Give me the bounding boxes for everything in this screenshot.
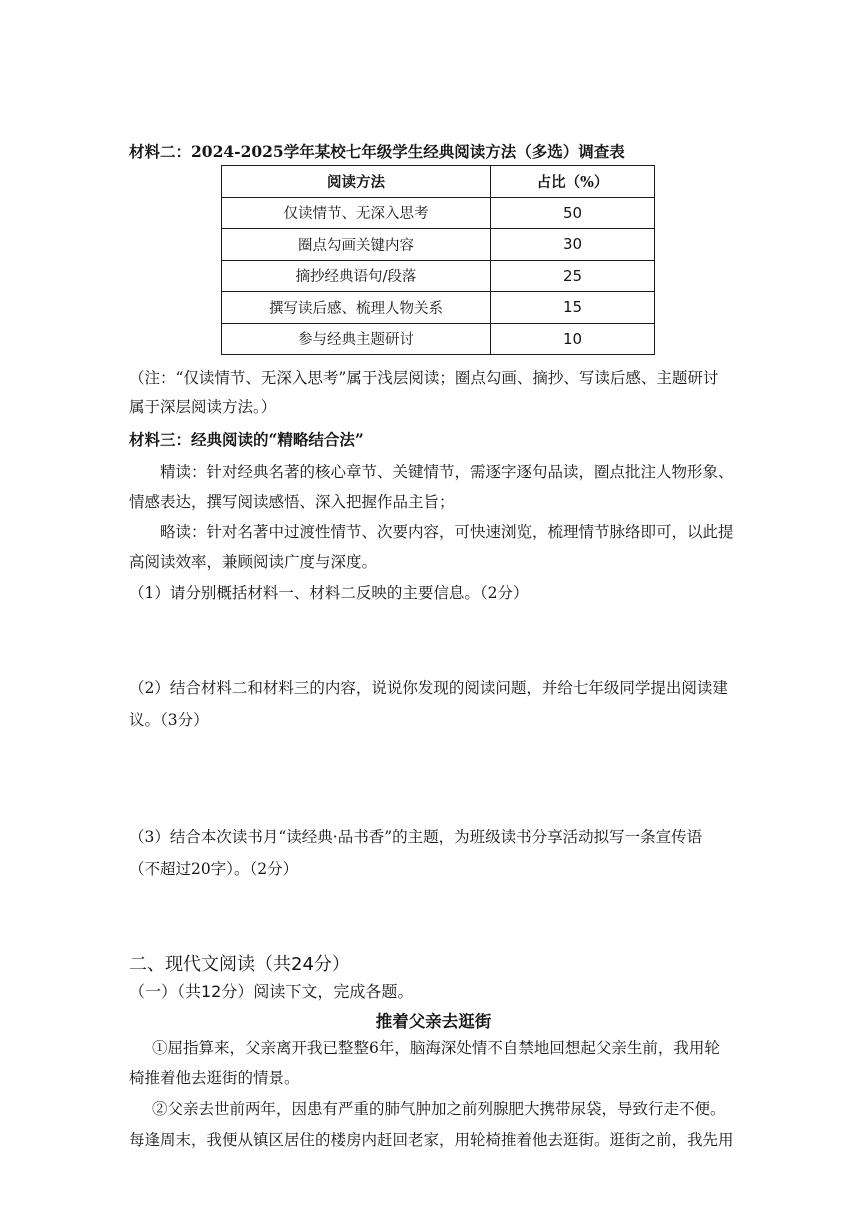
table-note-line1: （注：“仅读情节、无深入思考”属于浅层阅读；圈点勾画、摘抄、写读后感、主题研讨 [129,369,719,387]
section-title: 二、现代文阅读（共24分） [129,954,350,975]
article-p2-line2: 每逢周末，我便从镇区居住的楼房内赶回老家，用轮椅推着他去逛街。逛街之前，我先用 [129,1131,734,1149]
article-p2-line1: ②父亲去世前两年，因患有严重的肺气肿加之前列腺肥大携带尿袋，导致行走不便。 [152,1100,726,1118]
table-row [222,260,655,292]
column-header-percent: 占比（%） [491,166,655,198]
question-2-line1: （2）结合材料二和材料三的内容，说说你发现的阅读问题，并给七年级同学提出阅读建 [129,679,728,697]
method-cell: 参与经典主题研讨 [222,323,491,355]
material2-title: 材料二：2024-2025学年某校七年级学生经典阅读方法（多选）调查表 [129,142,625,161]
article-p1-line1: ①屈指算来，父亲离开我已整整6年，脑海深处情不自禁地回想起父亲生前，我用轮 [152,1039,720,1057]
section-subtitle: （一）（共12分）阅读下文，完成各题。 [129,982,414,1001]
percent-cell: 50 [491,197,655,229]
table-row [222,292,655,324]
column-header-method: 阅读方法 [222,166,491,198]
material3-para2-line2: 高阅读效率，兼顾阅读广度与深度。 [129,553,378,571]
material3-para1-line2: 情感表达，撰写阅读感悟、深入把握作品主旨； [129,493,455,511]
question-3-line1: （3）结合本次读书月“读经典·品书香”的主题，为班级读书分享活动拟写一条宣传语 [129,828,703,846]
method-cell: 圈点勾画关键内容 [222,229,491,261]
question-1: （1）请分别概括材料一、材料二反映的主要信息。（2分） [129,584,529,602]
question-2-line2: 议。（3分） [129,711,209,729]
percent-cell: 15 [491,292,655,324]
table-note-line2: 属于深层阅读方法。） [129,398,277,416]
percent-cell: 30 [491,229,655,261]
table-header-row [222,166,655,198]
material3-para2-line1: 略读：针对名著中过渡性情节、次要内容，可快速浏览，梳理情节脉络即可，以此提 [160,523,734,541]
question-3-line2: （不超过20字）。（2分） [129,860,299,878]
material3-title: 材料三：经典阅读的“精略结合法” [129,430,364,449]
material3-para1-line1: 精读：针对经典名著的核心章节、关键情节，需逐字逐句品读，圈点批注人物形象、 [160,463,734,481]
survey-table [221,165,655,355]
table-row [222,323,655,355]
method-cell: 仅读情节、无深入思考 [222,197,491,229]
article-p1-line2: 椅推着他去逛街的情景。 [129,1069,300,1087]
table-row [222,229,655,261]
percent-cell: 25 [491,260,655,292]
method-cell: 撰写读后感、梳理人物关系 [222,292,491,324]
table-row [222,197,655,229]
method-cell: 摘抄经典语句/段落 [222,260,491,292]
article-title: 推着父亲去逛街 [375,1012,492,1031]
percent-cell: 10 [491,323,655,355]
